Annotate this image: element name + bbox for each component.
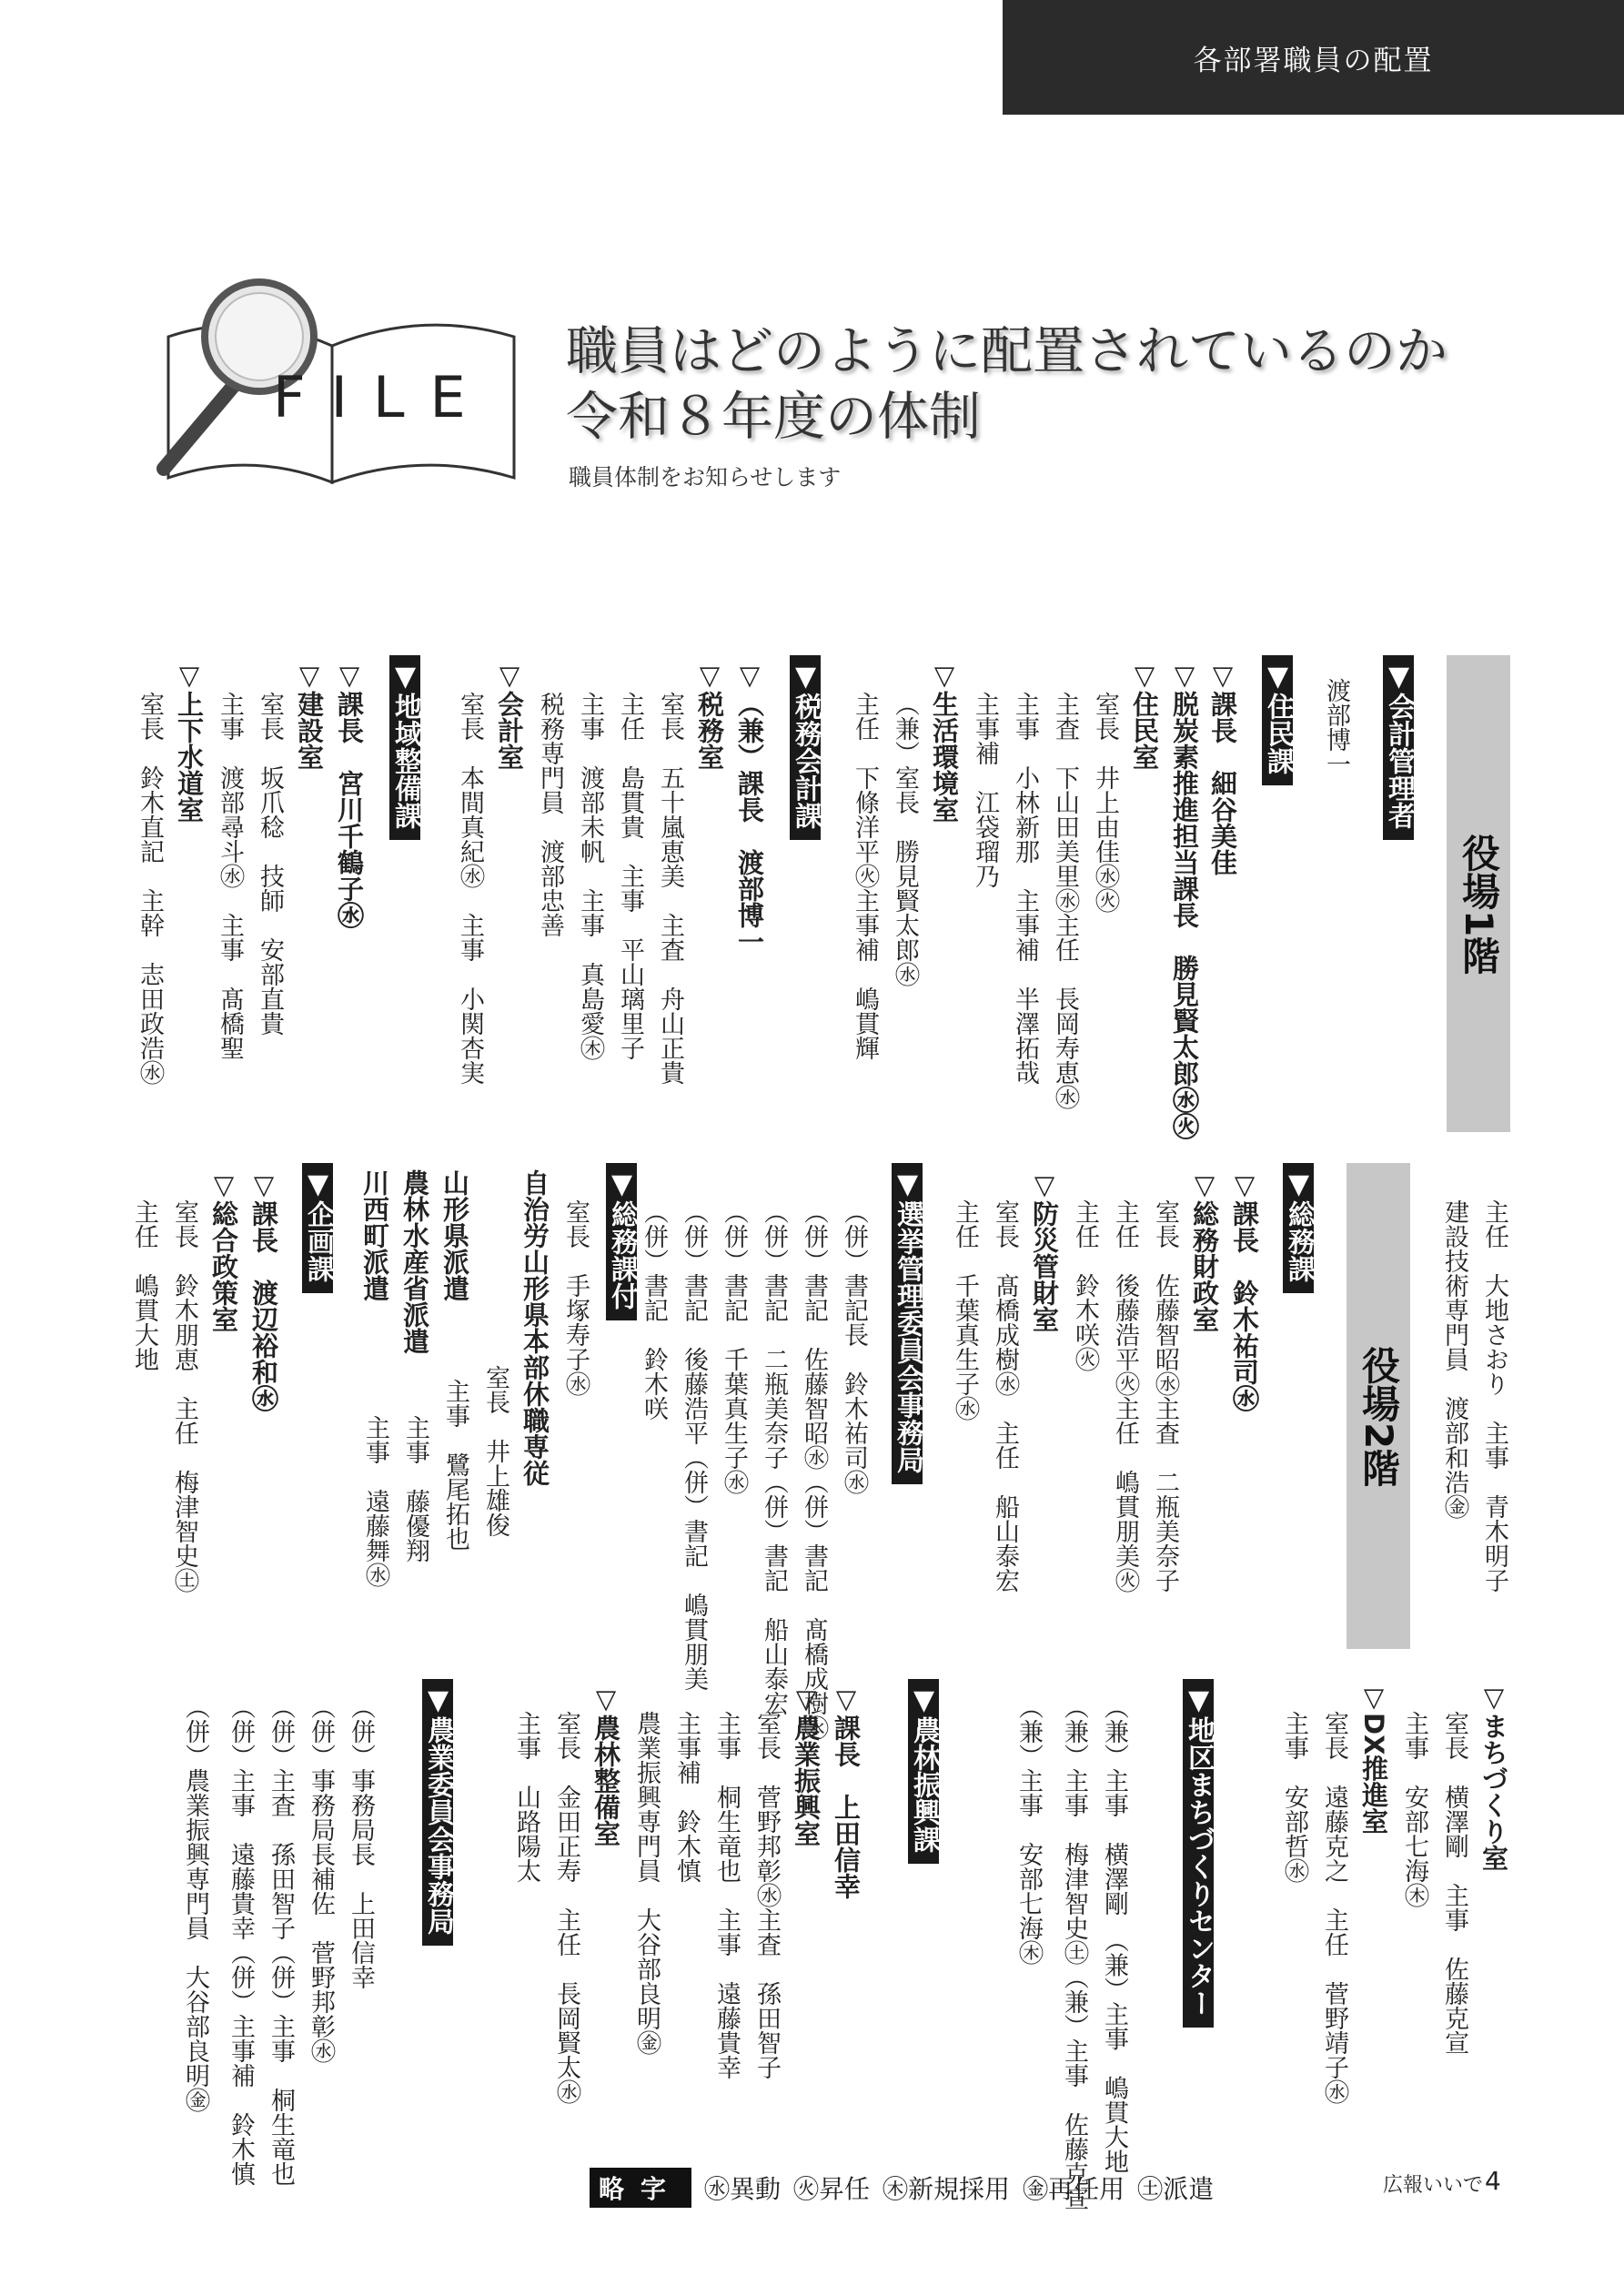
floor-2-label: 役場2階 [1347, 1163, 1410, 1649]
nougyou-line-4: （併）主事 遠藤貴幸（併）主事補 鈴木慎 [227, 1694, 255, 2186]
senkyo-line-2: （併）書記 佐藤智昭㊌（併）書記 髙橋成樹㊌ [800, 1199, 828, 1740]
nourin-line-6: 農業振興専門員 大谷部良明㊎ [632, 1711, 661, 2055]
page-number: 4 [1485, 2166, 1501, 2196]
center-line-3: （兼）主事 安部七海㊍ [1014, 1694, 1043, 1965]
soumu-line-3: ▽課長 鈴木祐司㊌ [1229, 1169, 1260, 1411]
publication-name: 広報いいで [1383, 2174, 1484, 2197]
section-jumin: ▼住民課 [1262, 655, 1293, 785]
soumu-line-1: 主任 大地さおり 主事 青木明子 [1480, 1199, 1508, 1593]
soumuf-line-6: 農林水産省派遣 [399, 1169, 430, 1354]
chiiki-line-6: 室長 鈴木直記 主幹 志田政浩㊌ [136, 692, 164, 1085]
nourin-line-2: ▽農業振興室 [791, 1684, 822, 1846]
jumin-line-1: ▽課長 細谷美佳 [1207, 660, 1238, 875]
section-kaikei-kanrisha: ▼会計管理者 [1383, 655, 1414, 840]
machi-line-4: ▽DX推進室 [1358, 1682, 1389, 1835]
chiiki-line-5: ▽上下水道室 [174, 660, 205, 823]
jumin-line-7: 主事補 江袋瑠乃 [971, 692, 999, 888]
nourin-line-4: 主事 桐生竜也 主事 遠藤貴幸 [712, 1711, 741, 2079]
page-title [566, 319, 1447, 450]
section-chiku-center: ▼地区まちづくりセンター [1183, 1679, 1214, 2028]
zeimu-line-5: 主事 渡部未帆 主事 真島愛㊍ [576, 692, 604, 1060]
legend-item-haken: ㊏派遣 [1137, 2174, 1215, 2204]
nougyou-line-2: （併）事務局長補佐 菅野邦彰㊌ [307, 1694, 335, 2063]
senkyo-line-4: （併）書記 千葉真生子㊌ [720, 1199, 748, 1494]
section-soumu: ▼総務課 [1283, 1163, 1314, 1293]
machi-line-5: 室長 遠藤克之 主任 菅野靖子㊌ [1320, 1711, 1348, 2104]
soumu-line-2: 建設技術専門員 渡部和浩㊎ [1440, 1199, 1468, 1519]
jumin-line-9: （兼）室長 勝見賢太郎㊌ [891, 692, 919, 986]
nourin-line-1: ▽課長 上田信幸 [831, 1684, 862, 1899]
machi-line-2: 室長 横澤剛 主事 佐藤克宣 [1440, 1711, 1468, 2055]
floor-1-label: 役場1階 [1447, 655, 1510, 1132]
soumuf-line-2: 自治労山形県本部休職専従 [519, 1169, 550, 1486]
section-zeimu-kaikei: ▼税務会計課 [790, 655, 821, 840]
nourin-line-9: 主事 山路陽太 [512, 1711, 540, 1883]
soumuf-line-5: 主事 鷺尾拓也 [441, 1379, 469, 1551]
section-soumuka-tsuki: ▼総務課付 [606, 1163, 637, 1320]
machi-line-1: ▽まちづくり室 [1478, 1682, 1509, 1871]
soumu-line-9: 室長 髙橋成樹㊌ 主任 船山泰宏 [991, 1199, 1019, 1593]
nougyou-line-5: （併）農業振興専門員 大谷部良明㊎ [181, 1694, 209, 2112]
section-chiiki-seibi: ▼地域整備課 [389, 655, 420, 840]
nougyou-line-3: （併）主査 孫田智子（併）主事 桐生竜也 [267, 1694, 295, 2186]
zeimu-line-1: ▽（兼）課長 渡部博一 [734, 660, 765, 955]
kikaku-line-2: ▽総合政策室 [208, 1169, 239, 1332]
nourin-line-7: ▽農林整備室 [590, 1684, 621, 1846]
kikaku-line-1: ▽課長 渡辺裕和㊌ [248, 1169, 279, 1411]
soumuf-line-1: 室長 手塚寿子㊌ [561, 1199, 590, 1396]
chiiki-line-4: 主事 渡部尋斗㊌ 主事 髙橋聖 [216, 692, 244, 1060]
soumu-line-4: ▽総務財政室 [1189, 1169, 1220, 1332]
senkyo-line-6: （併）書記 鈴木咲 [640, 1199, 668, 1421]
machi-line-3: 主事 安部七海㊍ [1400, 1711, 1428, 1907]
zeimu-line-6: 税務専門員 渡部忠善 [536, 692, 564, 937]
jumin-line-3: ▽住民室 [1129, 660, 1160, 770]
senkyo-line-3: （併）書記 二瓶美奈子（併）書記 船山泰宏 [760, 1199, 788, 1715]
legend-item-sainin: ㊎再任用 [1023, 2174, 1125, 2204]
soumu-line-10: 主任 千葉真生子㊌ [951, 1199, 979, 1421]
header-banner: 各部署職員の配置 [1003, 0, 1624, 115]
soumu-line-8: ▽防災管財室 [1029, 1169, 1060, 1332]
soumu-line-6: 主任 後藤浩平㊋主任 嶋貫朋美㊋ [1111, 1199, 1139, 1593]
chiiki-line-2: ▽建設室 [294, 660, 325, 770]
section-nourin-shinkou: ▼農林振興課 [908, 1679, 939, 1864]
legend-item-shinki: ㊍新規採用 [883, 2174, 1011, 2204]
soumuf-line-4: 山形県派遣 [439, 1169, 470, 1301]
soumuf-line-3: 室長 井上雄俊 [481, 1365, 509, 1537]
jumin-line-10: 主任 下條洋平㊋主事補 嶋貫輝 [851, 692, 879, 1060]
senkyo-line-5: （併）書記 後藤浩平（併）書記 嶋貫朋美 [680, 1199, 708, 1691]
soumuf-line-9: 主事 遠藤舞㊌ [361, 1415, 389, 1587]
chiiki-line-3: 室長 坂爪稔 技師 安部直貴 [256, 692, 284, 1036]
jumin-line-8: ▽生活環境室 [929, 660, 960, 823]
name-kaikei: 渡部博一 [1322, 678, 1350, 776]
nourin-line-3: 室長 菅野邦彰㊌主査 孫田智子 [752, 1711, 781, 2079]
nougyou-line-1: （併）事務局長 上田信幸 [347, 1694, 375, 1989]
kikaku-line-4: 主任 嶋貫大地 [130, 1199, 158, 1371]
nourin-line-5: 主事補 鈴木慎 [672, 1711, 701, 1883]
file-label: FILE [273, 364, 491, 430]
soumu-line-7: 主任 鈴木咲㊋ [1071, 1199, 1099, 1371]
abbreviation-legend [590, 2168, 1214, 2208]
jumin-line-6: 主事 小林新那 主事補 半澤拓哉 [1011, 692, 1039, 1085]
soumuf-line-8: 川西町派遣 [359, 1169, 390, 1301]
zeimu-line-4: 主任 島貫貴 主事 平山璃里子 [616, 692, 644, 1060]
zeimu-line-7: ▽会計室 [494, 660, 525, 770]
section-senkyo-kanri: ▼選挙管理委員会事務局 [892, 1163, 923, 1484]
jumin-line-4: 室長 井上由佳㊌㊋ [1091, 692, 1119, 913]
title-line-1: 職員はどのように配置されているのか [566, 321, 1447, 381]
section-kikaku: ▼企画課 [302, 1163, 333, 1293]
kikaku-line-3: 室長 鈴木朋恵 主任 梅津智史㊏ [170, 1199, 198, 1593]
zeimu-line-8: 室長 本間真紀㊌ 主事 小関杏実 [456, 692, 484, 1085]
section-nougyou-iinkai: ▼農業委員会事務局 [422, 1679, 453, 1946]
soumuf-line-7: 主事 藤優翔 [401, 1415, 429, 1563]
jumin-line-2: ▽脱炭素推進担当課長 勝見賢太郎㊌㊋ [1169, 660, 1200, 1139]
zeimu-line-3: 室長 五十嵐恵美 主査 舟山正貴 [656, 692, 684, 1085]
title-line-2: 令和８年度の体制 [566, 387, 981, 447]
center-line-2: （兼）主事 梅津智史㊏（兼）主事 佐藤克宣 [1060, 1694, 1088, 2210]
center-line-1: （兼）主事 横澤剛 （兼）主事 嶋貫大地 [1100, 1694, 1128, 2174]
chiiki-line-1: ▽課長 宮川千鶴子㊌ [334, 660, 365, 928]
legend-item-shounin: ㊋昇任 [793, 2174, 871, 2204]
legend-item-idou: ㊌異動 [704, 2174, 782, 2204]
page-subtitle: 職員体制をお知らせします [569, 464, 842, 491]
legend-key: 略字 [590, 2168, 691, 2208]
nourin-line-8: 室長 金田正寿 主任 長岡賢太㊌ [552, 1711, 580, 2104]
jumin-line-5: 主査 下山田美里㊌主任 長岡寿恵㊌ [1051, 692, 1079, 1109]
zeimu-line-2: ▽税務室 [694, 660, 725, 770]
machi-line-6: 主事 安部哲㊌ [1280, 1711, 1308, 1883]
senkyo-line-1: （併）書記長 鈴木祐司㊌ [840, 1199, 868, 1494]
soumu-line-5: 室長 佐藤智昭㊌主査 二瓶美奈子 [1151, 1199, 1179, 1593]
